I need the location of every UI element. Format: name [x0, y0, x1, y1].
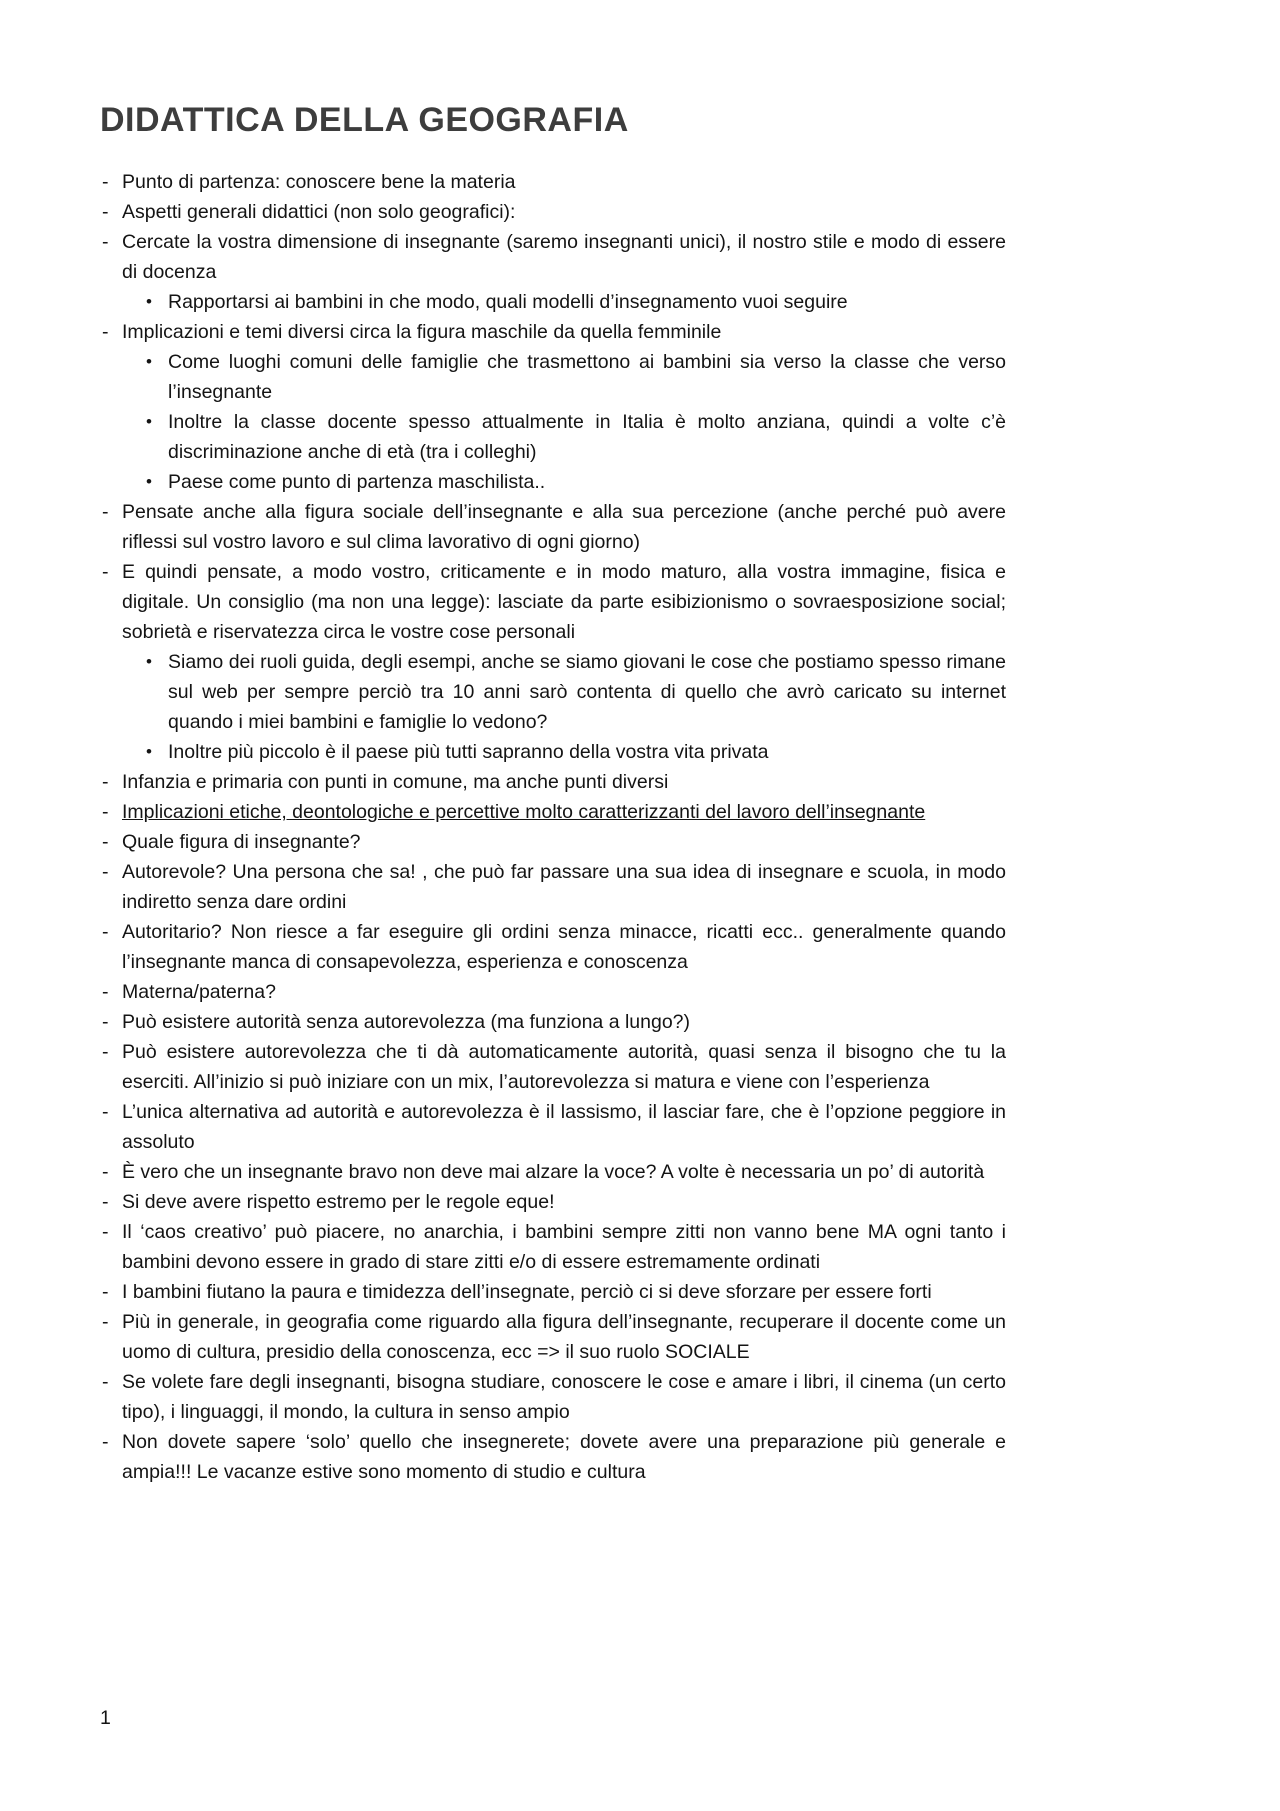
dash-marker: - [102, 861, 109, 883]
list-item-text: I bambini fiutano la paura e timidezza dell’insegnate, perciò ci si deve sforzare per essere forti [122, 1281, 932, 1303]
dash-marker: - [102, 321, 109, 343]
dash-marker: - [102, 831, 109, 853]
list-item [100, 557, 1006, 647]
list-item-text: Implicazioni etiche, deontologiche e percettive molto caratterizzanti del lavoro dell’insegnante [122, 801, 926, 823]
bullet-list [100, 167, 1006, 1487]
list-item [100, 167, 1006, 197]
list-item [100, 287, 1006, 317]
bullet-marker: • [146, 742, 152, 761]
dash-marker: - [102, 201, 109, 223]
list-item-text: Inoltre più piccolo è il paese più tutti sapranno della vostra vita privata [168, 741, 769, 763]
list-item-text: E quindi pensate, a modo vostro, criticamente e in modo maturo, alla vostra immagine, fisica e digitale. Un consiglio (ma non una legge): lasciate da parte esibizionismo o sovraesposizione social; sobrietà e riservatezza circa le vostre cose personali [122, 561, 1006, 643]
page-number: 1 [100, 1707, 111, 1729]
list-item [100, 767, 1006, 797]
list-item-text: Più in generale, in geografia come riguardo alla figura dell’insegnante, recuperare il docente come un uomo di cultura, presidio della conoscenza, ecc => il suo ruolo SOCIALE [122, 1311, 1006, 1363]
list-item-text: Quale figura di insegnante? [122, 831, 361, 853]
list-item-text: Se volete fare degli insegnanti, bisogna studiare, conoscere le cose e amare i libri, il cinema (un certo tipo), i linguaggi, il mondo, la cultura in senso ampio [122, 1371, 1006, 1423]
dash-marker: - [102, 1101, 109, 1123]
dash-marker: - [102, 501, 109, 523]
dash-marker: - [102, 1431, 109, 1453]
list-item [100, 317, 1006, 347]
list-item [100, 1427, 1006, 1487]
dash-marker: - [102, 1011, 109, 1033]
dash-marker: - [102, 1041, 109, 1063]
list-item-text: Il ‘caos creativo’ può piacere, no anarchia, i bambini sempre zitti non vanno bene MA ogni tanto i bambini devono essere in grado di stare zitti e/o di essere estremamente ordinati [122, 1221, 1006, 1273]
dash-marker: - [102, 771, 109, 793]
list-item [100, 1307, 1006, 1367]
dash-marker: - [102, 171, 109, 193]
list-item [100, 1217, 1006, 1277]
list-item-text: Siamo dei ruoli guida, degli esempi, anche se siamo giovani le cose che postiamo spesso rimane sul web per sempre perciò tra 10 anni sarò contenta di quello che avrò caricato su internet quando i miei bambini e famiglie lo vedono? [168, 651, 1006, 733]
dash-marker: - [102, 1371, 109, 1393]
list-item [100, 647, 1006, 737]
list-item [100, 347, 1006, 407]
list-item-text: L’unica alternativa ad autorità e autorevolezza è il lassismo, il lasciar fare, che è l’opzione peggiore in assoluto [122, 1101, 1006, 1153]
dash-marker: - [102, 1281, 109, 1303]
bullet-marker: • [146, 292, 152, 311]
page-title: DIDATTICA DELLA GEOGRAFIA [100, 101, 629, 139]
dash-marker: - [102, 801, 109, 823]
list-item [100, 1367, 1006, 1427]
list-item [100, 227, 1006, 287]
list-item [100, 467, 1006, 497]
list-item [100, 197, 1006, 227]
list-item-text: Può esistere autorità senza autorevolezza (ma funziona a lungo?) [122, 1011, 691, 1033]
list-item-text: Autorevole? Una persona che sa! , che può far passare una sua idea di insegnare e scuola, in modo indiretto senza dare ordini [122, 861, 1006, 913]
list-item-text: Rapportarsi ai bambini in che modo, quali modelli d’insegnamento vuoi seguire [168, 291, 848, 313]
list-item [100, 917, 1006, 977]
dash-marker: - [102, 561, 109, 583]
bullet-marker: • [146, 472, 152, 491]
list-item-text: Pensate anche alla figura sociale dell’insegnante e alla sua percezione (anche perché può avere riflessi sul vostro lavoro e sul clima lavorativo di ogni giorno) [122, 501, 1006, 553]
list-item-text: Può esistere autorevolezza che ti dà automaticamente autorità, quasi senza il bisogno che tu la eserciti. All’inizio si può iniziare con un mix, l’autorevolezza si matura e viene con l’esperienza [122, 1041, 1006, 1093]
list-item-text: Paese come punto di partenza maschilista.. [168, 471, 546, 493]
list-item [100, 1187, 1006, 1217]
dash-marker: - [102, 921, 109, 943]
dash-marker: - [102, 231, 109, 253]
list-item-text: Come luoghi comuni delle famiglie che trasmettono ai bambini sia verso la classe che verso l’insegnante [168, 351, 1006, 403]
dash-marker: - [102, 1221, 109, 1243]
list-item [100, 1277, 1006, 1307]
list-item-text: Infanzia e primaria con punti in comune, ma anche punti diversi [122, 771, 669, 793]
list-item [100, 497, 1006, 557]
list-item [100, 407, 1006, 467]
list-item-text: Implicazioni e temi diversi circa la figura maschile da quella femminile [122, 321, 722, 343]
document-content [100, 100, 1006, 1487]
list-item [100, 827, 1006, 857]
list-item [100, 737, 1006, 767]
list-item [100, 1157, 1006, 1187]
list-item [100, 797, 1006, 827]
list-item-text: Si deve avere rispetto estremo per le regole eque! [122, 1191, 555, 1213]
list-item-text: Aspetti generali didattici (non solo geografici): [122, 201, 516, 223]
bullet-marker: • [146, 412, 152, 431]
list-item-text: Autoritario? Non riesce a far eseguire gli ordini senza minacce, ricatti ecc.. generalmente quando l’insegnante manca di consapevolezza, esperienza e conoscenza [122, 921, 1006, 973]
list-item-text: È vero che un insegnante bravo non deve mai alzare la voce? A volte è necessaria un po’ di autorità [122, 1161, 985, 1183]
list-item-text: Materna/paterna? [122, 981, 276, 1003]
dash-marker: - [102, 981, 109, 1003]
dash-marker: - [102, 1161, 109, 1183]
dash-marker: - [102, 1311, 109, 1333]
list-item [100, 1007, 1006, 1037]
list-item-text: Punto di partenza: conoscere bene la materia [122, 171, 516, 193]
list-item [100, 857, 1006, 917]
list-item [100, 1037, 1006, 1097]
list-item-text: Cercate la vostra dimensione di insegnante (saremo insegnanti unici), il nostro stile e modo di essere di docenza [122, 231, 1006, 283]
list-item [100, 1097, 1006, 1157]
list-item-text: Non dovete sapere ‘solo’ quello che insegnerete; dovete avere una preparazione più generale e ampia!!! Le vacanze estive sono momento di studio e cultura [122, 1431, 1006, 1483]
bullet-marker: • [146, 652, 152, 671]
list-item-text: Inoltre la classe docente spesso attualmente in Italia è molto anziana, quindi a volte c’è discriminazione anche di età (tra i colleghi) [168, 411, 1006, 463]
dash-marker: - [102, 1191, 109, 1213]
list-item [100, 977, 1006, 1007]
bullet-marker: • [146, 352, 152, 371]
